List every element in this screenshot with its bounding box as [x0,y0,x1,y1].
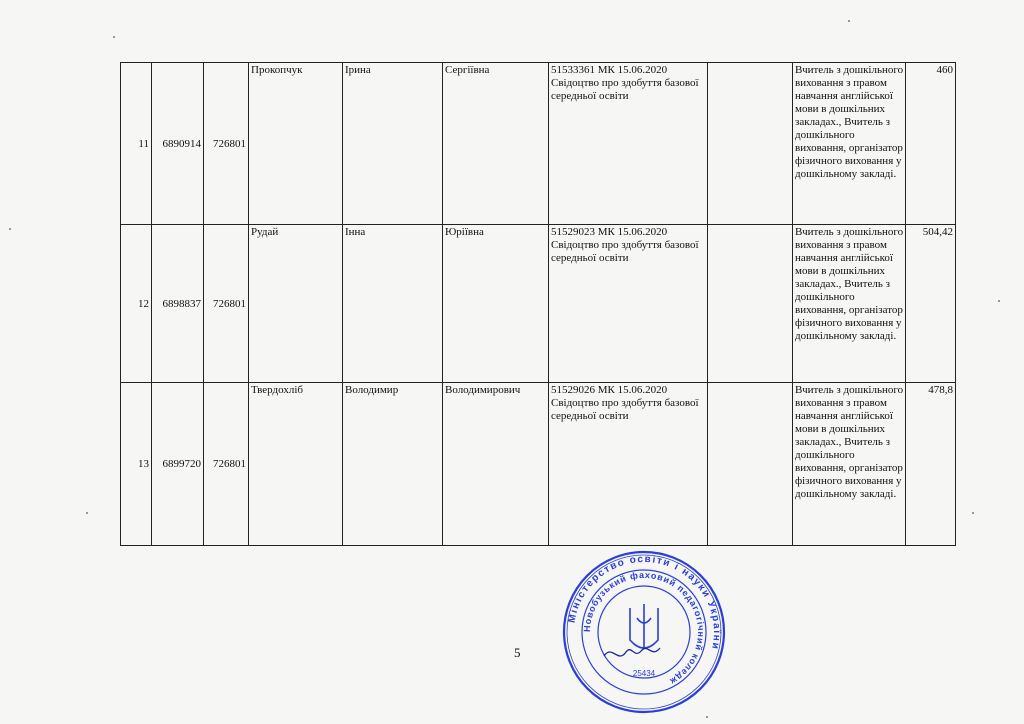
row-index: 13 [121,383,152,546]
scan-speck [113,36,115,38]
row-document: 51529026 МК 15.06.2020 Свідоцтво про здобуття базової середньої освіти [549,383,708,546]
row-surname: Рудай [249,225,343,383]
row-score: 504,42 [906,225,956,383]
row-patronymic: Сергіївна [443,63,549,225]
row-code-1: 6898837 [152,225,204,383]
row-code-2: 726801 [204,225,249,383]
row-code-2: 726801 [204,383,249,546]
row-position: Вчитель з дошкільного виховання з правом навчання англійської мови в дошкільних закладах., Вчитель з дошкільного виховання, організатор фізичного виховання у дошкільному закладі. [793,383,906,546]
row-patronymic: Юріївна [443,225,549,383]
row-position: Вчитель з дошкільного виховання з правом навчання англійської мови в дошкільних закладах., Вчитель з дошкільного виховання, організатор фізичного виховання у дошкільному закладі. [793,225,906,383]
row-document: 51529023 МК 15.06.2020 Свідоцтво про здобуття базової середньої освіти [549,225,708,383]
row-code-2: 726801 [204,63,249,225]
row-score: 478,8 [906,383,956,546]
applicants-table [120,62,956,546]
table-row [121,383,956,546]
stamp-inner-text: Новобузький фаховий педагогічний коледж [581,569,707,687]
scan-speck [706,716,708,718]
row-empty-cell [708,63,793,225]
row-score: 460 [906,63,956,225]
row-surname: Прокопчук [249,63,343,225]
row-empty-cell [708,383,793,546]
row-index: 11 [121,63,152,225]
scan-speck [9,228,11,230]
scan-speck [998,300,1000,302]
row-code-1: 6899720 [152,383,204,546]
stamp-number: 25434 [632,669,656,678]
scan-speck [848,20,850,22]
scan-speck [86,512,88,514]
row-surname: Твердохліб [249,383,343,546]
row-index: 12 [121,225,152,383]
scan-speck [972,512,974,514]
row-position: Вчитель з дошкільного виховання з правом навчання англійської мови в дошкільних закладах., Вчитель з дошкільного виховання, організатор фізичного виховання у дошкільному закладі. [793,63,906,225]
row-name: Володимир [343,383,443,546]
row-patronymic: Володимирович [443,383,549,546]
row-empty-cell [708,225,793,383]
signature-scribble-icon [604,648,660,656]
table-row [121,225,956,383]
official-stamp [560,548,728,716]
table-row [121,63,956,225]
row-code-1: 6890914 [152,63,204,225]
row-name: Ірина [343,63,443,225]
page-number: 5 [514,645,521,660]
stamp-outer-text: Міністерство освіти і науки України [566,553,723,652]
trident-emblem-icon [630,604,658,648]
row-document: 51533361 МК 15.06.2020 Свідоцтво про здобуття базової середньої освіти [549,63,708,225]
row-name: Інна [343,225,443,383]
